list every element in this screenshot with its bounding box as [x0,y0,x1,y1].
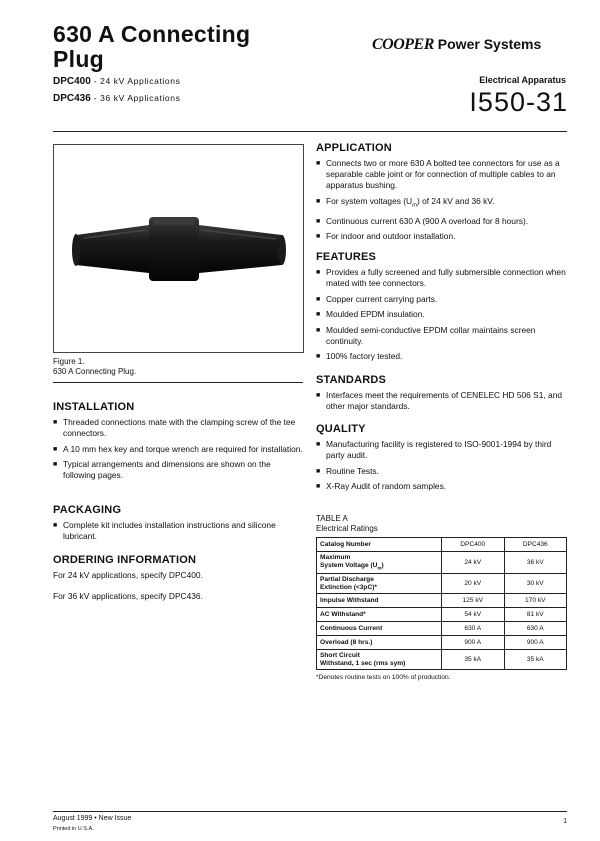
table-cell: 35 kA [442,650,505,670]
row-label-line: Maximum [320,553,351,561]
list-item: ■ Copper current carrying parts. [316,294,568,305]
column-header: Catalog Number [317,538,442,552]
section-heading: STANDARDS [316,374,387,386]
table-cell: 36 kV [504,552,567,574]
table-cell: 170 kV [504,594,567,608]
section-heading: APPLICATION [316,142,392,154]
table-cell: 20 kV [442,574,505,594]
features-list [316,267,568,362]
brand-suffix: Power Systems [437,36,542,52]
title-line-2: Plug [53,46,105,72]
table-cell: 54 kV [442,608,505,622]
list-item: ■ 100% factory tested. [316,351,568,362]
table-cell: 630 A [442,622,505,636]
page-title [53,22,250,72]
list-item: ■ Threaded connections mate with the clamping screw of the tee connectors. [53,417,303,439]
voltage-suffix: ) of 24 kV and 36 kV. [417,195,495,206]
ordering-line: For 36 kV applications, specify DPC436. [53,591,203,601]
quality-list [316,439,568,492]
row-label: AC Withstand* [317,608,442,622]
electrical-ratings-table [316,537,567,670]
figure-divider [53,382,303,383]
table-cell: 630 A [504,622,567,636]
table-cell: 35 kA [504,650,567,670]
product-code: DPC436 [53,93,91,104]
figure-label: Figure 1. [53,357,85,366]
table-header-row [317,538,567,552]
footer-divider [53,811,567,812]
section-heading: ORDERING INFORMATION [53,554,197,566]
column-header: DPC400 [442,538,505,552]
list-item: ■ Moulded semi-conductive EPDM collar maintains screen continuity. [316,325,568,347]
list-item: ■ Continuous current 630 A (900 A overload for 8 hours). [316,216,568,227]
table-cell: 900 A [504,636,567,650]
list-item: ■ For indoor and outdoor installation. [316,231,568,242]
list-item: ■ Connects two or more 630 A bolted tee connectors for use as a separable cable joint or for connection of multiple cables to an apparatus bushing. [316,158,568,191]
table-row [317,650,567,670]
section-heading: FEATURES [316,251,377,263]
row-label-line: Extinction (<3pC)* [320,583,377,591]
standards-section [316,374,568,417]
row-label [317,574,442,594]
row-label [317,650,442,670]
packaging-list [53,520,303,542]
table-footnote: *Denotes routine tests on 100% of production. [316,674,451,682]
table-cell: 81 kV [504,608,567,622]
product-desc: - 24 kV Applications [90,76,181,86]
features-section [316,251,568,367]
application-section [316,142,568,247]
standards-list [316,390,568,412]
connecting-plug-image [54,145,303,352]
brand-name: COOPER [372,36,434,53]
table-row [317,594,567,608]
voltage-sub: m [412,202,417,209]
row-label-line [320,562,438,572]
column-header: DPC436 [504,538,567,552]
list-item: ■ Manufacturing facility is registered to ISO-9001-1994 by third party audit. [316,439,568,461]
category-label: Electrical Apparatus [479,75,566,85]
page-number: 1 [563,818,567,825]
application-list [316,158,568,242]
product-photo [53,144,304,353]
table-row [317,608,567,622]
title-line-1: 630 A Connecting [53,21,251,47]
table-title: Electrical Ratings [316,523,378,533]
ordering-section [53,554,303,602]
row-label: Continuous Current [317,622,442,636]
table-label: TABLE A [316,514,348,523]
product-desc: - 36 kV Applications [90,93,181,103]
list-item: ■ X-Ray Audit of random samples. [316,481,568,492]
list-item: ■ Complete kit includes installation instructions and silicone lubricant. [53,520,303,542]
row-label-sub: m [377,564,382,570]
row-label [317,552,442,574]
cooper-logo [372,36,541,54]
list-item: ■ Typical arrangements and dimensions are shown on the following pages. [53,459,303,481]
footer-printed: Printed in U.S.A. [53,826,94,832]
row-label-line: Partial Discharge [320,575,374,583]
row-label-line: Short Circuit [320,651,360,659]
header-divider [53,131,567,132]
installation-section [53,401,303,486]
row-label-end: ) [381,561,384,569]
row-label-line: Withstand, 1 sec (rms sym) [320,659,406,667]
document-number: I550-31 [469,87,568,117]
section-heading: INSTALLATION [53,401,135,413]
installation-list [53,417,303,481]
section-heading: PACKAGING [53,504,122,516]
voltage-prefix: For system voltages (U [326,195,413,206]
product-line-dpc400 [53,76,180,87]
figure-caption-text: 630 A Connecting Plug. [53,366,137,376]
table-row [317,552,567,574]
section-heading: QUALITY [316,423,366,435]
figure-caption [53,357,136,376]
list-item: ■ Moulded EPDM insulation. [316,309,568,320]
product-line-dpc436 [53,93,180,104]
row-label: Impulse Withstand [317,594,442,608]
quality-section [316,423,568,497]
list-item: ■ Provides a fully screened and fully submersible connection when mated with tee connectors. [316,267,568,289]
product-code: DPC400 [53,76,91,87]
table-cell: 900 A [442,636,505,650]
list-item-voltage [316,196,568,212]
row-label-text: System Voltage (U [320,561,378,569]
table-row [317,574,567,594]
ratings-table-block [316,514,568,681]
row-label: Overload (8 hrs.) [317,636,442,650]
footer-date: August 1999 • New Issue [53,815,132,822]
list-item: ■ Interfaces meet the requirements of CENELEC HD 506 S1, and other major standards. [316,390,568,412]
ordering-line: For 24 kV applications, specify DPC400. [53,570,203,580]
table-cell: 125 kV [442,594,505,608]
table-cell: 30 kV [504,574,567,594]
table-cell: 24 kV [442,552,505,574]
packaging-section [53,504,303,547]
list-item: ■ Routine Tests. [316,466,568,477]
table-row [317,636,567,650]
table-row [317,622,567,636]
list-item: ■ A 10 mm hex key and torque wrench are required for installation. [53,444,303,455]
